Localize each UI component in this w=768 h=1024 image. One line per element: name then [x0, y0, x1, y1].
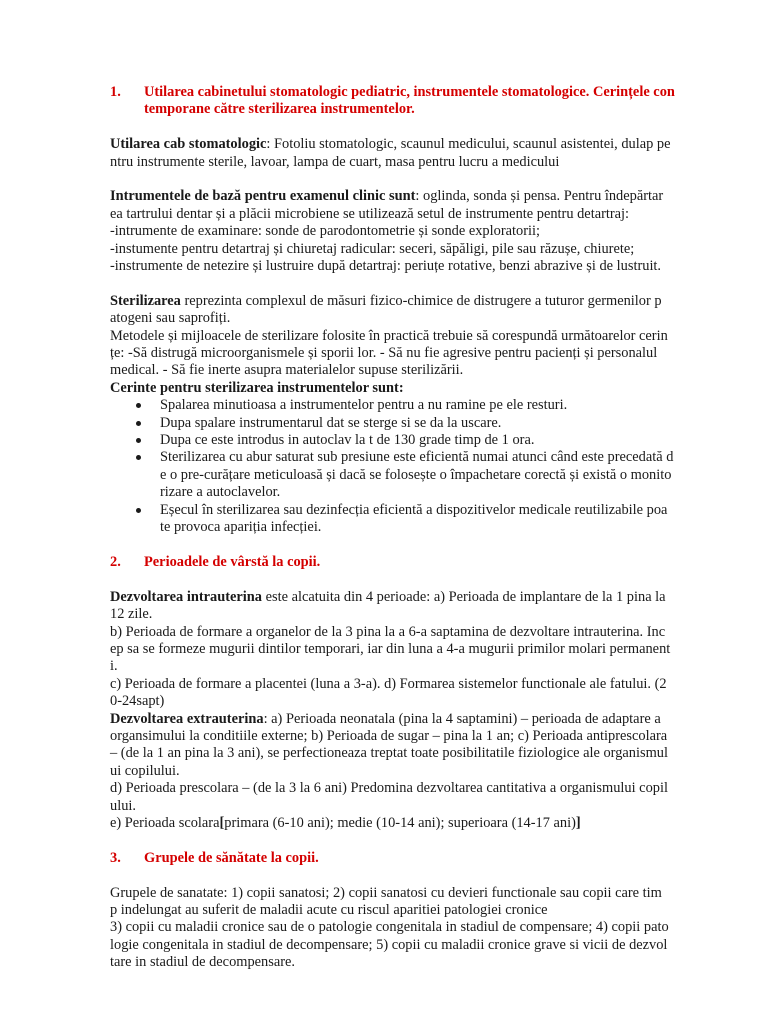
paragraph-instrumente: Intrumentele de bază pentru examenul clinic sunt: oglinda, sonda și pensa. Pentru îndepărtar ea tartrului dentar și a plăcii microbiene se utilizează setul de instrumente pentru detartraj: -intrumente de examinare: sonde de parodontometrie și sonde exploratorii; -instumente pentru detartraj și chiuretaj radicular: seceri, săpăligi, pile sau răzușe, chiurete; -instrumente de netezire și lustruire după detartraj: periuțe rotative, benzi abrazive și de lustruit.	[110, 188, 664, 275]
paragraph-intrauterina: Dezvoltarea intrauterina este alcatuita din 4 perioade: a) Perioada de implantare de la 1 pina la 12 zile. b) Perioada de formare a organelor de la 3 pina la a 6-a saptamina de dezvoltare intrauterina. Inc ep sa se formeze mugurii dintilor temporari, iar din luna a 4-a mugurii primilor molari permanent i. c) Perioada de formare a placentei (luna a 3-a). d) Formarea sistemelor functionale ale fatului. (2 0-24sapt)	[110, 588, 671, 710]
list-item: Dupa ce este introdus in autoclav la t de 130 grade timp de 1 ora.	[136, 432, 712, 449]
list-item: Dupa spalare instrumentarul dat se sterge si se da la uscare.	[136, 415, 712, 432]
list-item: Spalarea minutioasa a instrumentelor pentru a nu ramine pe ele resturi.	[136, 397, 712, 414]
document-body	[110, 84, 712, 972]
list-item: Sterilizarea cu abur saturat sub presiune este eficientă numai atunci când este precedată d e o pre-curățare meticuloasă și dacă se folosește o împachetare corectă și există o monito rizare a autoclavelor.	[136, 449, 712, 501]
section3-heading	[110, 850, 712, 867]
extrauterina-bold: Dezvoltarea extrauterina	[110, 710, 264, 727]
section3-title: Grupele de sănătate la copii.	[144, 849, 319, 866]
section2-number: 2.	[110, 553, 121, 570]
sterilizarea-bold: Sterilizarea	[110, 292, 181, 309]
section2-heading	[110, 554, 712, 571]
section3-number: 3.	[110, 849, 121, 866]
section1-number: 1.	[110, 84, 121, 100]
section2-title: Perioadele de vârstă la copii.	[144, 553, 321, 570]
section1-title-line1: Utilarea cabinetului stomatologic pediatric, instrumentele stomatologice. Cerințele con	[144, 84, 675, 100]
paragraph-extrauterina: Dezvoltarea extrauterina: a) Perioada neonatala (pina la 4 saptamini) – perioada de adaptare a organsimului la conditiile externe; b) Perioada de sugar – pina la 1 an; c) Perioada antiprescolara – (de la 1 an pina la 3 ani), se perfectioneaza treptat toate posibilitatile fiziologice ale organismul ui copilului. d) Perioada prescolara – (de la 3 la 6 ani) Predomina dezvoltarea cantitativa a organismului copil ului. e) Perioada scolara[primara (6-10 ani); medie (10-14 ani); superioara (14-17 ani)]	[110, 710, 668, 831]
paragraph-sterilizarea: Sterilizarea reprezinta complexul de măsuri fizico-chimice de distrugere a tuturor germenilor p atogeni sau saprofiți. Metodele și mijloacele de sterilizare folosite în practică trebuie să corespundă următoarelor cerin țe: -Să distrugă microorganismele și sporii lor. - Să nu fie agresive pentru pacienți și personalul medical. - Să fie inerte asupra materialelor supuse sterilizării.	[110, 292, 668, 379]
instrumente-bold: Intrumentele de bază pentru examenul clinic sunt	[110, 188, 416, 205]
utilarea-bold: Utilarea cab stomatologic	[110, 136, 267, 153]
section1-title-line2: temporane către sterilizarea instrumentelor.	[144, 101, 415, 118]
cerinte-list	[110, 397, 712, 536]
list-item: Eșecul în sterilizarea sau dezinfecția eficientă a dispozitivelor medicale reutilizabile poa te provoca apariția infecției.	[136, 502, 712, 537]
section1-heading	[110, 84, 712, 119]
cerinte-heading: Cerinte pentru sterilizarea instrumentelor sunt:	[110, 379, 404, 396]
paragraph-utilarea: Utilarea cab stomatologic: Fotoliu stomatologic, scaunul medicului, scaunul asistentei, dulap pe ntru instrumente sterile, lavoar, lampa de cuart, masa pentru lucru a medicului	[110, 136, 671, 170]
intrauterina-bold: Dezvoltarea intrauterina	[110, 588, 262, 605]
paragraph-grupele: Grupele de sanatate: 1) copii sanatosi; 2) copii sanatosi cu devieri functionale sau copii care tim p indelungat au suferit de maladii acute cu riscul aparitiei patologiei cronice 3) copii cu maladii cronice sau de o patologie congenitala in stadiul de compensare; 4) copii pato logie congenitala in stadiul de decompensare; 5) copii cu maladii cronice grave si vicii de dezvol tare in stadiul de decompensare.	[110, 884, 669, 971]
